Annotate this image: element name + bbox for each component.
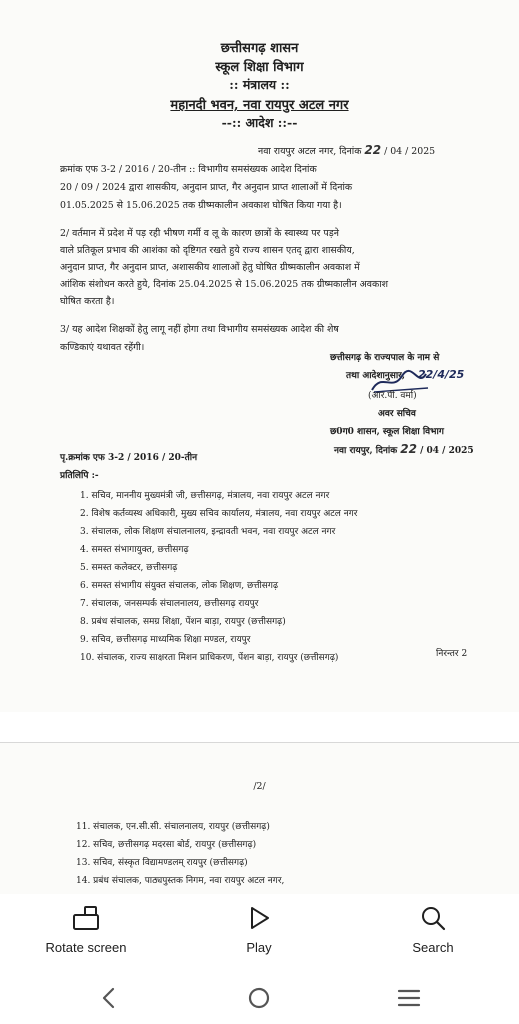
copy-recipient-2: 2. विशेष कर्तव्यस्थ अधिकारी, मुख्य सचिव कार्यालय, मंत्रालय, नवा रायपुर अटल नगर: [80, 509, 358, 519]
signatory-office: छ0ग0 शासन, स्कूल शिक्षा विभाग: [330, 427, 444, 437]
home-button[interactable]: [234, 984, 284, 1012]
rotate-screen-icon: [71, 904, 101, 932]
viewer-toolbar: [0, 894, 519, 972]
header-government: छत्तीसगढ़ शासन: [220, 41, 299, 56]
signature-handwritten-date: 22/4/25: [418, 368, 465, 381]
copy-recipient-12: 12. सचिव, छत्तीसगढ़ मदरसा बोर्ड, रायपुर (छत्तीसगढ़): [76, 840, 257, 850]
para1-line3: 01.05.2025 से 15.06.2025 तक ग्रीष्मकालीन अवकाश घोषित किया गया है।: [60, 200, 342, 211]
copy-recipient-9: 9. सचिव, छत्तीसगढ़ माध्यमिक शिक्षा मण्डल, रायपुर: [80, 635, 251, 645]
copy-recipient-7: 7. संचालक, जनसम्पर्क संचालनालय, छत्तीसगढ़ रायपुर: [80, 599, 259, 609]
play-icon: [244, 904, 274, 932]
system-navigation-bar: [0, 972, 519, 1024]
copy-recipient-13: 13. सचिव, संस्कृत विद्यामण्डलम् रायपुर (छत्तीसगढ़): [76, 858, 248, 868]
back-button[interactable]: [84, 984, 134, 1012]
signature-authority: छत्तीसगढ़ के राज्यपाल के नाम से: [330, 353, 440, 363]
copy-recipient-5: 5. समस्त कलेक्टर, छत्तीसगढ़: [80, 563, 178, 573]
page-gap: [0, 712, 519, 742]
order-date-line: नवा रायपुर अटल नगर, दिनांक 22 / 04 / 2025: [258, 143, 436, 157]
search-label: Search: [412, 940, 454, 955]
header-order: --:: आदेश ::--: [221, 115, 298, 130]
rotate-screen-label: Rotate screen: [45, 940, 127, 955]
para1-line2: 20 / 09 / 2024 द्वारा शासकीय, अनुदान प्राप्त, गैर अनुदान प्राप्त शालाओं में दिनांक: [60, 182, 353, 193]
copy-recipient-14: 14. प्रबंध संचालक, पाठ्यपुस्तक निगम, नवा रायपुर अटल नगर,: [76, 876, 285, 886]
para2-line1: 2/ वर्तमान में प्रदेश में पड़ रही भीषण गर्मी व लू के कारण छात्रों के स्वास्थ्य पर पड़ने: [60, 228, 339, 239]
copy-recipient-6: 6. समस्त संभागीय संयुक्त संचालक, लोक शिक्षण, छत्तीसगढ़: [80, 581, 279, 591]
copy-recipient-11: 11. संचालक, एन.सी.सी. संचालनालय, रायपुर (छत्तीसगढ़): [76, 822, 270, 832]
header-address: महानदी भवन, नवा रायपुर अटल नगर: [170, 98, 349, 113]
para2-line3: अनुदान प्राप्त, गैर अनुदान प्राप्त, अशासकीय शालाओं हेतु घोषित ग्रीष्मकालीन अवकाश में: [60, 262, 360, 273]
para2-line2: वाले प्रतिकूल प्रभाव की आशंका को दृष्टिगत रखते हुये राज्य शासन एतद् द्वारा शासकीय,: [60, 245, 355, 256]
search-icon: [418, 904, 448, 932]
para2-line4: आंशिक संशोधन करते हुये, दिनांक 25.04.2025 से 15.06.2025 तक ग्रीष्मकालीन अवकाश: [60, 279, 389, 290]
recents-button[interactable]: [384, 984, 434, 1012]
play-button[interactable]: [189, 904, 329, 955]
copy-recipient-8: 8. प्रबंध संचालक, समग्र शिक्षा, पेंशन बाड़ा, रायपुर (छत्तीसगढ़): [80, 617, 286, 627]
header-department: स्कूल शिक्षा विभाग: [215, 60, 304, 75]
document-page-2: [0, 742, 519, 895]
home-icon: [244, 984, 274, 1012]
para3-line2: कण्डिकाएं यथावत रहेंगी।: [60, 342, 145, 353]
order-date-day: 22: [364, 143, 382, 157]
back-icon: [94, 984, 124, 1012]
play-label: Play: [246, 940, 272, 955]
page2-number: /2/: [253, 781, 266, 792]
search-button[interactable]: [363, 904, 503, 955]
signatory-name: (आर.पी. वर्मा): [368, 391, 417, 401]
rotate-screen-button[interactable]: [16, 904, 156, 955]
recents-icon: [394, 984, 424, 1012]
header-ministry: :: मंत्रालय ::: [229, 77, 290, 92]
para3-line1: 3/ यह आदेश शिक्षकों हेतु लागू नहीं होगा तथा विभागीय समसंख्यक आदेश की शेष: [60, 324, 339, 335]
copy-recipient-1: 1. सचिव, माननीय मुख्यमंत्री जी, छत्तीसगढ़, मंत्रालय, नवा रायपुर अटल नगर: [80, 491, 330, 501]
endorsement-number: पृ.क्रमांक एफ 3-2 / 2016 / 20-तीन: [60, 453, 198, 463]
copy-recipient-10: 10. संचालक, राज्य साक्षरता मिशन प्राधिकरण, पेंशन बाड़ा, रायपुर (छत्तीसगढ़): [80, 653, 339, 663]
endorsement-copy-label: प्रतिलिपि :-: [60, 471, 99, 481]
signatory-designation: अवर सचिव: [378, 409, 416, 419]
para1-line1: क्रमांक एफ 3-2 / 2016 / 20-तीन :: विभागीय समसंख्यक आदेश दिनांक: [60, 164, 317, 175]
para2-line5: घोषित करता है।: [60, 296, 115, 307]
copy-recipient-4: 4. समस्त संभागायुक्त, छत्तीसगढ़: [80, 545, 189, 555]
signature-order-note: तथा आदेशानुसार,: [346, 371, 405, 381]
signature-date: नवा रायपुर, दिनांक 22 / 04 / 2025: [334, 442, 474, 456]
continued-marker: निरन्तर 2: [436, 649, 468, 659]
signature-date-day: 22: [400, 442, 417, 456]
copy-recipient-3: 3. संचालक, लोक शिक्षण संचालनालय, इन्द्रावती भवन, नवा रायपुर अटल नगर: [80, 527, 336, 537]
